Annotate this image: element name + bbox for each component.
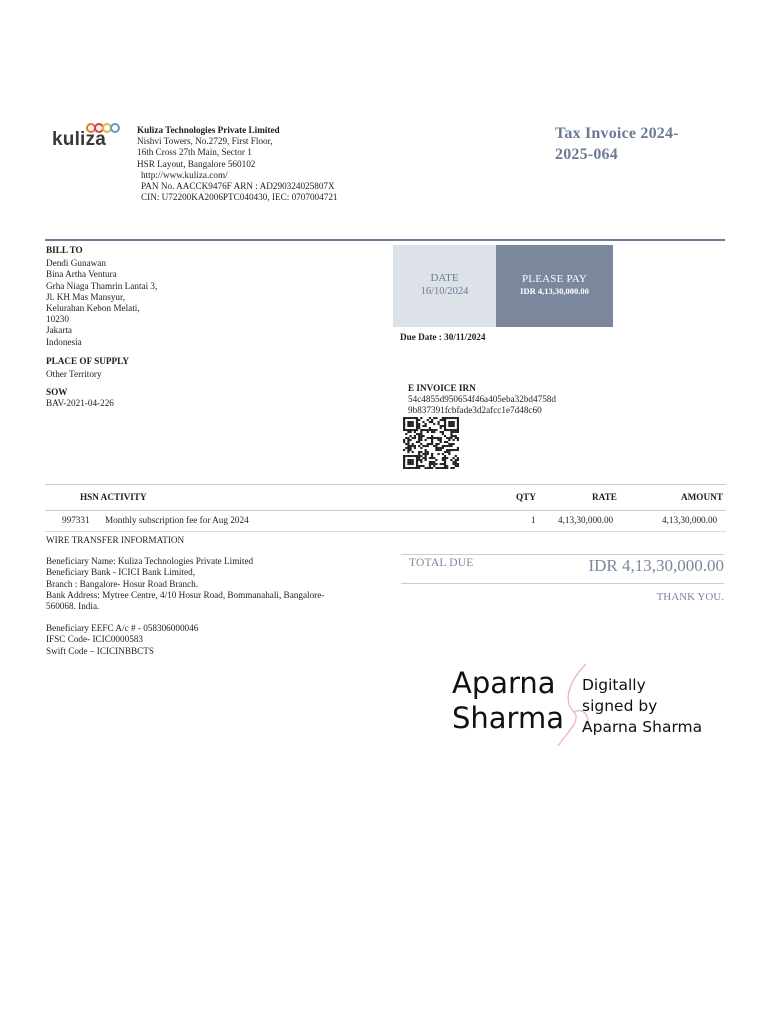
col-header-amount: AMOUNT: [681, 492, 723, 502]
wire-line: Beneficiary EEFC A/c # - 058306000046: [46, 623, 199, 634]
total-bottom-border: [401, 583, 724, 584]
signature-name-line: Sharma: [452, 701, 564, 735]
cell-hsn: 997331: [62, 515, 90, 525]
wire-transfer-section: [46, 535, 376, 657]
please-pay-value: IDR 4,13,30,000.00: [520, 286, 589, 296]
total-due-label: TOTAL DUE: [409, 557, 474, 569]
bill-to-section: [46, 245, 366, 410]
invoice-title: [555, 123, 730, 165]
total-due-value: IDR 4,13,30,000.00: [588, 556, 724, 575]
company-logo: [52, 122, 122, 152]
digital-signature-note: [582, 675, 702, 738]
col-header-qty: QTY: [516, 492, 536, 502]
date-label: DATE: [430, 272, 459, 284]
cell-amount: 4,13,30,000.00: [662, 515, 718, 525]
signature-name: [452, 666, 564, 736]
wire-line: IFSC Code- ICIC0000583: [46, 634, 143, 645]
cell-rate: 4,13,30,000.00: [558, 515, 614, 525]
logo-text: kuliza: [52, 129, 106, 150]
wire-label: WIRE TRANSFER INFORMATION: [46, 535, 185, 545]
signature-note-line: signed by: [582, 697, 658, 715]
sow-label: SOW: [46, 387, 68, 398]
wire-line: Beneficiary Name: Kuliza Technologies Private Limited: [46, 556, 254, 567]
address-line: Nishvi Towers, No.2729, First Floor,: [137, 136, 273, 147]
bill-to-line: Indonesia: [46, 336, 82, 347]
company-name: Kuliza Technologies Private Limited: [137, 125, 280, 135]
wire-line: Branch : Bangalore- Hosur Road Branch.: [46, 578, 199, 589]
wire-line: 560068. India.: [46, 601, 100, 612]
bill-to-line: Bina Artha Ventura: [46, 269, 117, 280]
wire-line: Beneficiary Bank - ICICI Bank Limited,: [46, 567, 196, 578]
sow-value: BAV-2021-04-226: [46, 398, 114, 409]
bill-to-line: Grha Niaga Thamrin Lantai 3,: [46, 280, 158, 291]
bill-to-line: 10230: [46, 314, 69, 325]
bill-to-line: Jl. KH Mas Mansyur,: [46, 291, 125, 302]
bill-to-line: Dendi Gunawan: [46, 258, 106, 269]
cin-line: CIN: U72200KA2006PTC040430, IEC: 0707004721: [141, 192, 338, 203]
place-of-supply-value: Other Territory: [46, 369, 102, 380]
cell-description: Monthly subscription fee for Aug 2024: [105, 515, 249, 525]
website-link[interactable]: http://www.kuliza.com/: [141, 169, 228, 180]
wire-line: Swift Code – ICICINBBCTS: [46, 645, 154, 656]
einvoice-irn-line: 54c4855d950654f46a405eba32bd4758d: [408, 394, 556, 405]
signature-name-line: Aparna: [452, 666, 556, 700]
wire-line: Bank Address: Mytree Centre, 4/10 Hosur Road, Bommanahali, Bangalore-: [46, 589, 325, 600]
address-line: 16th Cross 27th Main, Sector 1: [137, 147, 252, 158]
address-line: HSR Layout, Bangalore 560102: [137, 158, 256, 169]
date-value: 16/10/2024: [420, 286, 469, 297]
table-top-border: [45, 484, 726, 485]
signature-note-line: Aparna Sharma: [582, 718, 703, 736]
pan-line: PAN No. AACCK9476F ARN : AD290324025807X: [141, 181, 335, 192]
invoice-title-line: Tax Invoice 2024-: [555, 125, 679, 142]
einvoice-irn-line: 9b837391fcbfade3d2afcc1e7d48c60: [408, 405, 542, 416]
thank-you-text: THANK YOU.: [656, 591, 724, 603]
total-top-border: [401, 554, 724, 555]
cell-qty: 1: [531, 515, 536, 525]
place-of-supply-label: PLACE OF SUPPLY: [46, 355, 130, 366]
table-header-border: [45, 510, 726, 511]
table-row-border: [45, 531, 726, 532]
invoice-title-line: 2025-064: [555, 146, 618, 163]
please-pay-label: PLEASE PAY: [521, 273, 588, 285]
due-date: Due Date : 30/11/2024: [400, 332, 486, 342]
bill-to-line: Jakarta: [46, 325, 73, 336]
col-header-rate: RATE: [592, 492, 617, 502]
date-box: [393, 245, 496, 327]
einvoice-label: E INVOICE IRN: [408, 383, 476, 393]
company-details: [137, 125, 397, 203]
col-header-activity: HSN ACTIVITY: [80, 492, 147, 502]
bill-to-label: BILL TO: [46, 245, 83, 255]
header-divider: [45, 239, 725, 241]
signature-note-line: Digitally: [582, 676, 646, 694]
bill-to-line: Kelurahan Kebon Melati,: [46, 303, 140, 314]
einvoice-section: [408, 383, 608, 417]
qr-code-icon: [403, 417, 459, 469]
please-pay-box: [496, 245, 613, 327]
